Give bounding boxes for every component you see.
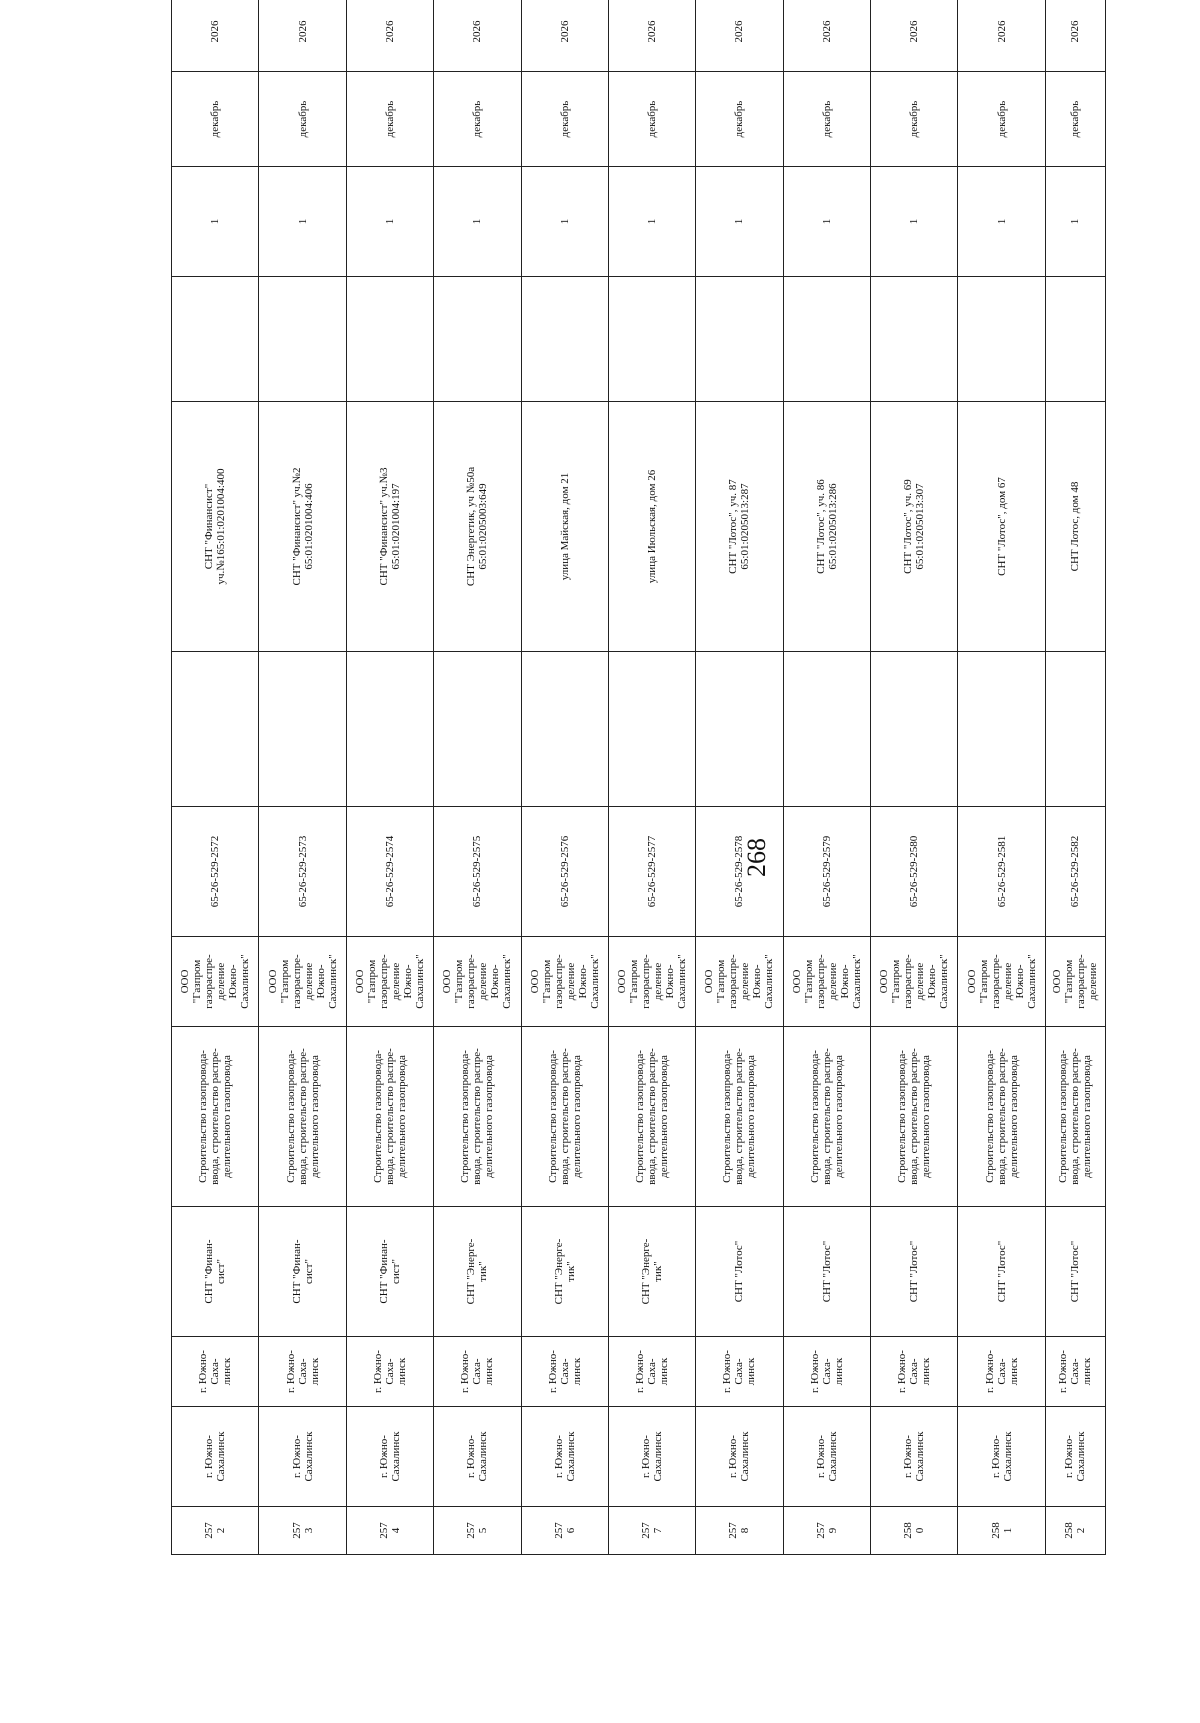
city-cell: г. Южно- Сахалинск [696, 1407, 783, 1507]
table-row [521, 0, 608, 1555]
table-row [871, 0, 958, 1555]
month-cell: декабрь [434, 72, 521, 167]
registry-code-cell: 65-26-529-2577 [608, 807, 695, 937]
data-table [171, 0, 1106, 1555]
year-cell: 2026 [172, 0, 259, 72]
snt-name-cell: СНТ "Энерге- тик" [521, 1207, 608, 1337]
row-number: 257 8 [696, 1507, 783, 1555]
snt-name-cell: СНТ "Финан- сист" [259, 1207, 346, 1337]
registry-code-cell: 65-26-529-2580 [871, 807, 958, 937]
registry-code-cell: 65-26-529-2572 [172, 807, 259, 937]
empty-cell [871, 277, 958, 402]
empty-cell [958, 652, 1045, 807]
month-cell: декабрь [696, 72, 783, 167]
table-row [783, 0, 870, 1555]
empty-cell [172, 277, 259, 402]
city-cell: г. Южно- Сахалинск [608, 1407, 695, 1507]
organization-cell: ООО "Газпром газораспре- деление Южно- Сахалинск" [783, 937, 870, 1027]
snt-name-cell: СНТ "Финан- сист" [172, 1207, 259, 1337]
year-cell: 2026 [871, 0, 958, 72]
district-cell: г. Южно- Саха- линск [1045, 1337, 1105, 1407]
empty-cell [783, 652, 870, 807]
snt-name-cell: СНТ "Лотос" [696, 1207, 783, 1337]
year-cell: 2026 [958, 0, 1045, 72]
organization-cell: ООО "Газпром газораспре- деление [1045, 937, 1105, 1027]
empty-cell [783, 277, 870, 402]
work-description-cell: Строительство газопровода- ввода, строительство распре- делительного газопровода [346, 1027, 433, 1207]
city-cell: г. Южно- Сахалинск [871, 1407, 958, 1507]
table-row [1045, 0, 1105, 1555]
row-number: 257 3 [259, 1507, 346, 1555]
empty-cell [434, 652, 521, 807]
page-number: 268 [742, 838, 771, 877]
quantity-cell: 1 [1045, 167, 1105, 277]
snt-name-cell: СНТ "Энерге- тик" [434, 1207, 521, 1337]
work-description-cell: Строительство газопровода- ввода, строительство распре- делительного газопровода [608, 1027, 695, 1207]
registry-code-cell: 65-26-529-2575 [434, 807, 521, 937]
address-cell: СНТ "Лотос", дом 67 [958, 402, 1045, 652]
row-number: 257 2 [172, 1507, 259, 1555]
empty-cell [521, 652, 608, 807]
table-body [172, 0, 1106, 1555]
address-cell: СНТ "Финансист" уч.№3 65:01:0201004:197 [346, 402, 433, 652]
district-cell: г. Южно- Саха- линск [259, 1337, 346, 1407]
snt-name-cell: СНТ "Энерге- тик" [608, 1207, 695, 1337]
organization-cell: ООО "Газпром газораспре- деление Южно- Сахалинск" [608, 937, 695, 1027]
work-description-cell: Строительство газопровода- ввода, строительство распре- делительного газопровода [958, 1027, 1045, 1207]
registry-code-cell: 65-26-529-2579 [783, 807, 870, 937]
district-cell: г. Южно- Саха- линск [696, 1337, 783, 1407]
district-cell: г. Южно- Саха- линск [521, 1337, 608, 1407]
organization-cell: ООО "Газпром газораспре- деление Южно- Сахалинск" [871, 937, 958, 1027]
registry-code-cell: 65-26-529-2573 [259, 807, 346, 937]
city-cell: г. Южно- Сахалинск [346, 1407, 433, 1507]
organization-cell: ООО "Газпром газораспре- деление Южно- Сахалинск" [172, 937, 259, 1027]
organization-cell: ООО "Газпром газораспре- деление Южно- Сахалинск" [434, 937, 521, 1027]
work-description-cell: Строительство газопровода- ввода, строительство распре- делительного газопровода [434, 1027, 521, 1207]
work-description-cell: Строительство газопровода- ввода, строительство распре- делительного газопровода [521, 1027, 608, 1207]
district-cell: г. Южно- Саха- линск [172, 1337, 259, 1407]
month-cell: декабрь [608, 72, 695, 167]
empty-cell [696, 652, 783, 807]
address-cell: улица Июльская, дом 26 [608, 402, 695, 652]
work-description-cell: Строительство газопровода- ввода, строительство распре- делительного газопровода [172, 1027, 259, 1207]
quantity-cell: 1 [521, 167, 608, 277]
month-cell: декабрь [172, 72, 259, 167]
work-description-cell: Строительство газопровода- ввода, строительство распре- делительного газопровода [696, 1027, 783, 1207]
row-number: 257 7 [608, 1507, 695, 1555]
district-cell: г. Южно- Саха- линск [346, 1337, 433, 1407]
table-row [434, 0, 521, 1555]
row-number: 257 4 [346, 1507, 433, 1555]
work-description-cell: Строительство газопровода- ввода, строительство распре- делительного газопровода [259, 1027, 346, 1207]
registry-code-cell: 65-26-529-2576 [521, 807, 608, 937]
address-cell: СНТ Энергетик, уч №50а 65:01:0205003:649 [434, 402, 521, 652]
snt-name-cell: СНТ "Лотос" [958, 1207, 1045, 1337]
district-cell: г. Южно- Саха- линск [434, 1337, 521, 1407]
month-cell: декабрь [1045, 72, 1105, 167]
empty-cell [871, 652, 958, 807]
snt-name-cell: СНТ "Лотос" [783, 1207, 870, 1337]
row-number: 258 0 [871, 1507, 958, 1555]
empty-cell [346, 277, 433, 402]
organization-cell: ООО "Газпром газораспре- деление Южно- Сахалинск" [346, 937, 433, 1027]
address-cell: СНТ "Лотос", уч. 86 65:01:0205013:286 [783, 402, 870, 652]
city-cell: г. Южно- Сахалинск [1045, 1407, 1105, 1507]
table-row [172, 0, 259, 1555]
year-cell: 2026 [696, 0, 783, 72]
table-row [259, 0, 346, 1555]
month-cell: декабрь [871, 72, 958, 167]
month-cell: декабрь [259, 72, 346, 167]
work-description-cell: Строительство газопровода- ввода, строительство распре- делительного газопровода [783, 1027, 870, 1207]
row-number: 258 1 [958, 1507, 1045, 1555]
year-cell: 2026 [783, 0, 870, 72]
year-cell: 2026 [608, 0, 695, 72]
row-number: 257 5 [434, 1507, 521, 1555]
empty-cell [172, 652, 259, 807]
empty-cell [259, 277, 346, 402]
month-cell: декабрь [783, 72, 870, 167]
city-cell: г. Южно- Сахалинск [172, 1407, 259, 1507]
address-cell: СНТ "Лотос", уч. 87 65:01:0205013:287 [696, 402, 783, 652]
month-cell: декабрь [958, 72, 1045, 167]
year-cell: 2026 [521, 0, 608, 72]
organization-cell: ООО "Газпром газораспре- деление Южно- Сахалинск" [521, 937, 608, 1027]
address-cell: СНТ "Финансист" уч.№2 65:01:0201004:406 [259, 402, 346, 652]
district-cell: г. Южно- Саха- линск [871, 1337, 958, 1407]
quantity-cell: 1 [259, 167, 346, 277]
city-cell: г. Южно- Сахалинск [521, 1407, 608, 1507]
organization-cell: ООО "Газпром газораспре- деление Южно- Сахалинск" [259, 937, 346, 1027]
city-cell: г. Южно- Сахалинск [783, 1407, 870, 1507]
quantity-cell: 1 [172, 167, 259, 277]
quantity-cell: 1 [434, 167, 521, 277]
year-cell: 2026 [346, 0, 433, 72]
city-cell: г. Южно- Сахалинск [958, 1407, 1045, 1507]
registry-code-cell: 65-26-529-2581 [958, 807, 1045, 937]
table-row [608, 0, 695, 1555]
row-number: 257 9 [783, 1507, 870, 1555]
quantity-cell: 1 [783, 167, 870, 277]
district-cell: г. Южно- Саха- линск [608, 1337, 695, 1407]
empty-cell [1045, 277, 1105, 402]
district-cell: г. Южно- Саха- линск [958, 1337, 1045, 1407]
table-row [958, 0, 1045, 1555]
month-cell: декабрь [346, 72, 433, 167]
empty-cell [521, 277, 608, 402]
snt-name-cell: СНТ "Лотос" [871, 1207, 958, 1337]
quantity-cell: 1 [608, 167, 695, 277]
empty-cell [1045, 652, 1105, 807]
month-cell: декабрь [521, 72, 608, 167]
year-cell: 2026 [259, 0, 346, 72]
empty-cell [696, 277, 783, 402]
registry-code-cell: 65-26-529-2578 [696, 807, 783, 937]
year-cell: 2026 [434, 0, 521, 72]
empty-cell [346, 652, 433, 807]
table-row [696, 0, 783, 1555]
city-cell: г. Южно- Сахалинск [434, 1407, 521, 1507]
quantity-cell: 1 [958, 167, 1045, 277]
organization-cell: ООО "Газпром газораспре- деление Южно- Сахалинск" [958, 937, 1045, 1027]
organization-cell: ООО "Газпром газораспре- деление Южно- Сахалинск" [696, 937, 783, 1027]
quantity-cell: 1 [696, 167, 783, 277]
district-cell: г. Южно- Саха- линск [783, 1337, 870, 1407]
snt-name-cell: СНТ "Финан- сист" [346, 1207, 433, 1337]
work-description-cell: Строительство газопровода- ввода, строительство распре- делительного газопровода [1045, 1027, 1105, 1207]
row-number: 258 2 [1045, 1507, 1105, 1555]
address-cell: улица Майская, дом 21 [521, 402, 608, 652]
registry-code-cell: 65-26-529-2582 [1045, 807, 1105, 937]
quantity-cell: 1 [871, 167, 958, 277]
empty-cell [958, 277, 1045, 402]
year-cell: 2026 [1045, 0, 1105, 72]
work-description-cell: Строительство газопровода- ввода, строительство распре- делительного газопровода [871, 1027, 958, 1207]
row-number: 257 6 [521, 1507, 608, 1555]
empty-cell [608, 652, 695, 807]
snt-name-cell: СНТ "Лотос" [1045, 1207, 1105, 1337]
quantity-cell: 1 [346, 167, 433, 277]
address-cell: СНТ "Лотос", уч. 69 65:01:0205013:307 [871, 402, 958, 652]
address-cell: СНТ "Финансист" уч.№165:01:0201004:400 [172, 402, 259, 652]
rotated-table-wrapper [171, 20, 1106, 1555]
city-cell: г. Южно- Сахалинск [259, 1407, 346, 1507]
empty-cell [608, 277, 695, 402]
address-cell: СНТ Лотос, дом 48 [1045, 402, 1105, 652]
empty-cell [434, 277, 521, 402]
registry-code-cell: 65-26-529-2574 [346, 807, 433, 937]
table-row [346, 0, 433, 1555]
empty-cell [259, 652, 346, 807]
